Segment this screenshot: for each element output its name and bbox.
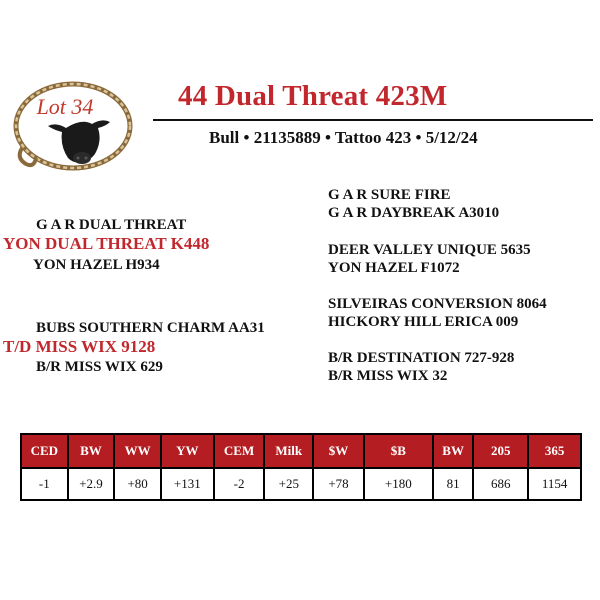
column-header: CED xyxy=(21,434,68,468)
sire-sire: G A R DUAL THREAT xyxy=(36,217,187,233)
sire-name: YON DUAL THREAT K448 xyxy=(3,234,210,253)
great-grandparent: B/R MISS WIX 32 xyxy=(328,368,448,384)
table-cell: +2.9 xyxy=(68,468,115,500)
great-grandparent: YON HAZEL F1072 xyxy=(328,260,460,276)
column-header: $W xyxy=(313,434,364,468)
column-header: 205 xyxy=(473,434,528,468)
table-cell: +131 xyxy=(161,468,214,500)
column-header: Milk xyxy=(264,434,313,468)
table-cell: -2 xyxy=(214,468,265,500)
column-header: YW xyxy=(161,434,214,468)
column-header: BW xyxy=(68,434,115,468)
dam-name: T/D MISS WIX 9128 xyxy=(3,337,156,356)
column-header: BW xyxy=(433,434,474,468)
title-divider xyxy=(153,119,593,121)
column-header: WW xyxy=(114,434,161,468)
table-cell: 81 xyxy=(433,468,474,500)
column-header: $B xyxy=(364,434,433,468)
table-cell: +180 xyxy=(364,468,433,500)
great-grandparent: G A R DAYBREAK A3010 xyxy=(328,205,500,221)
table-cell: +80 xyxy=(114,468,161,500)
page-title: 44 Dual Threat 423M xyxy=(178,80,448,112)
great-grandparent: G A R SURE FIRE xyxy=(328,187,451,203)
great-grandparent: DEER VALLEY UNIQUE 5635 xyxy=(328,242,531,258)
dam-sire: BUBS SOUTHERN CHARM AA31 xyxy=(36,320,265,336)
table-cell: 1154 xyxy=(528,468,581,500)
great-grandparent: HICKORY HILL ERICA 009 xyxy=(328,314,519,330)
bull-head-icon xyxy=(48,120,110,164)
lot-logo xyxy=(8,78,148,178)
column-header: CEM xyxy=(214,434,265,468)
rope-oval-icon xyxy=(8,78,148,178)
column-header: 365 xyxy=(528,434,581,468)
table-row xyxy=(21,468,581,500)
animal-info: Bull • 21135889 • Tattoo 423 • 5/12/24 xyxy=(209,128,478,147)
table-header-row xyxy=(21,434,581,468)
epd-table xyxy=(20,433,582,501)
table-cell: 686 xyxy=(473,468,528,500)
sire-dam: YON HAZEL H934 xyxy=(33,257,160,273)
great-grandparent: SILVEIRAS CONVERSION 8064 xyxy=(328,296,547,312)
table-cell: +25 xyxy=(264,468,313,500)
dam-dam: B/R MISS WIX 629 xyxy=(36,359,163,375)
table-cell: -1 xyxy=(21,468,68,500)
table-cell: +78 xyxy=(313,468,364,500)
lot-number: Lot 34 xyxy=(36,94,94,119)
great-grandparent: B/R DESTINATION 727-928 xyxy=(328,350,515,366)
